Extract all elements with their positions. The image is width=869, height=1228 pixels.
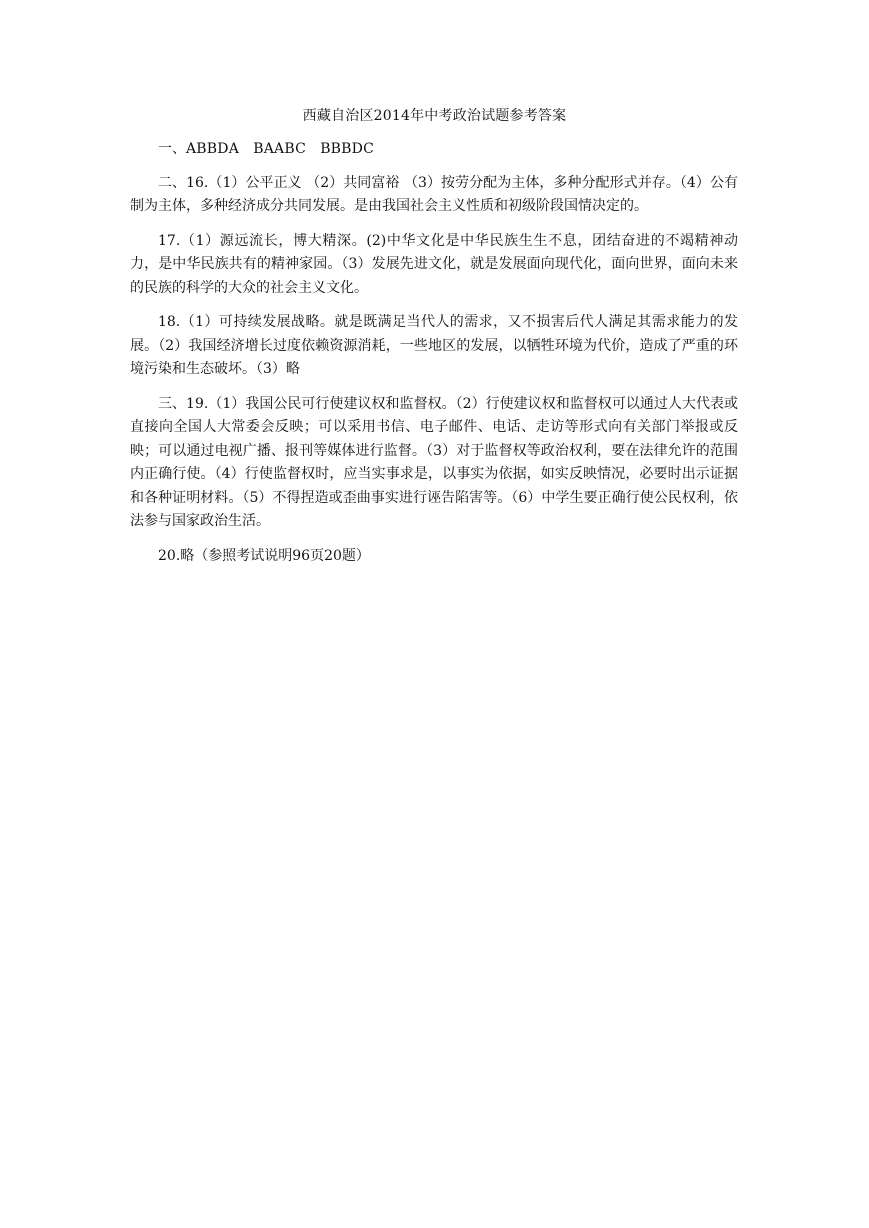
answer-question-17: 17.（1）源远流长，博大精深。(2)中华文化是中华民族生生不息，团结奋进的不竭精神动力，是中华民族共有的精神家园。（3）发展先进文化，就是发展面向现代化，面向世界，面向未来的民族的科学的大众的社会主义文化。 bbox=[130, 232, 738, 296]
document-title: 西藏自治区2014年中考政治试题参考答案 bbox=[302, 108, 567, 124]
answer-question-20: 20.略（参照考试说明96页20题） bbox=[158, 547, 370, 564]
answer-question-16: 二、16.（1）公平正义 （2）共同富裕 （3）按劳分配为主体，多种分配形式并存。（4）公有制为主体，多种经济成分共同发展。是由我国社会主义性质和初级阶段国情决定的。 bbox=[130, 174, 738, 214]
answer-section-one bbox=[130, 138, 738, 162]
section-one-prefix: 一、 bbox=[158, 141, 186, 157]
multiple-choice-answers: ABBDA BAABC BBBDC bbox=[186, 141, 374, 157]
document-body bbox=[130, 138, 738, 579]
answer-question-18: 18.（1）可持续发展战略。就是既满足当代人的需求，又不损害后代人满足其需求能力的发展。（2）我国经济增长过度依赖资源消耗，一些地区的发展，以牺牲环境为代价，造成了严重的环境污染和生态破坏。（3）略 bbox=[130, 314, 738, 377]
answer-question-19: 三、19.（1）我国公民可行使建议权和监督权。（2）行使建议权和监督权可以通过人大代表或直接向全国人大常委会反映；可以采用书信、电子邮件、电话、走访等形式向有关部门举报或反映；可以通过电视广播、报刊等媒体进行监督。（3）对于监督权等政治权利，要在法律允许的范围内正确行使。（4）行使监督权时，应当实事求是，以事实为依据，如实反映情况，必要时出示证据和各种证明材料。（5）不得捏造或歪曲事实进行诬告陷害等。（6）中学生要正确行使公民权利，依法参与国家政治生活。 bbox=[130, 395, 738, 529]
